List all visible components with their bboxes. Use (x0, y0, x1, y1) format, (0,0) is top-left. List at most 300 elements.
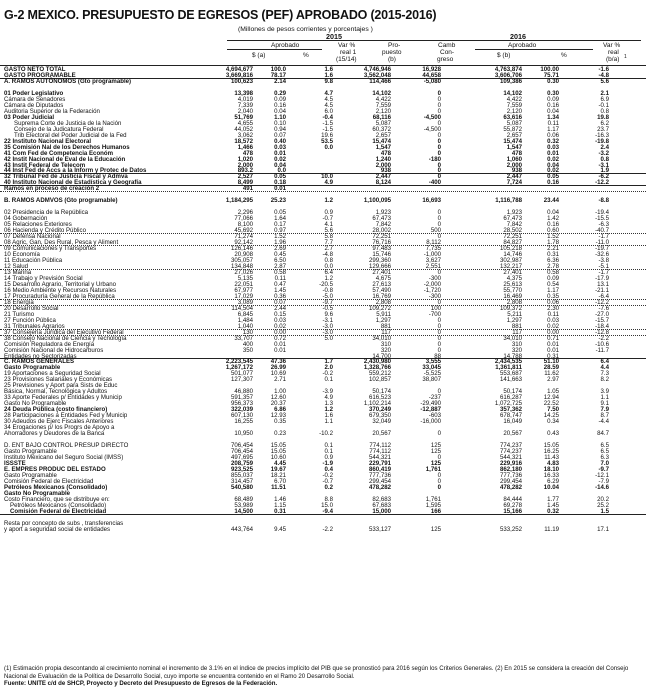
budget-table (0, 67, 646, 533)
cell-value: 71,274 (234, 233, 253, 241)
cell-value: -8.8 (598, 197, 609, 205)
row-label: Ahorradores y Deudores de la Banca (4, 430, 105, 438)
row-label: 16 Medio Ambiente y Recursos Naturales (4, 286, 117, 294)
cell-value: 1,761 (425, 495, 441, 503)
cell-value: -3.1 (322, 316, 333, 324)
cell-value: 11.51 (271, 483, 286, 491)
cell-value: 75.71 (543, 71, 559, 79)
cell-value: -300 (428, 274, 441, 282)
cell-value: 15.05 (270, 448, 286, 455)
row-label: Ramos en proceso de creación 2 (4, 185, 100, 193)
cell-value: 20,908 (234, 251, 253, 259)
cell-value: 67,473 (503, 215, 522, 223)
cell-value: 126,146 (230, 245, 253, 253)
cell-value: 1.2 (324, 406, 333, 414)
cell-value: -7.6 (598, 304, 609, 312)
cell-value: 0.11 (547, 119, 559, 127)
cell-value: -4,500 (423, 125, 441, 133)
cell-value: 1.42 (547, 215, 559, 223)
cell-value: 5,087 (506, 119, 522, 127)
cell-value: 53.5 (321, 137, 333, 145)
cell-value: 1,466 (237, 143, 253, 151)
row-label: Comisión Nacional de Hidrocarburos (4, 346, 104, 354)
cell-value: 320 (511, 346, 522, 354)
cell-value: 0 (437, 334, 441, 342)
cell-value: 6.50 (274, 257, 286, 264)
row-label: 33 Aporte Federales p/ Entidades y Municip (4, 394, 122, 402)
cell-value: 501,077 (230, 370, 253, 378)
cell-value: 6.2 (600, 119, 609, 127)
cell-value: 1,328,766 (363, 364, 391, 372)
cell-value: 0.04 (547, 209, 559, 217)
cell-value: 0.31 (547, 352, 559, 360)
cell-value: 114,504 (231, 304, 253, 312)
cell-value: -16.3 (595, 131, 609, 139)
row-label: 10 Economía (4, 251, 40, 259)
cell-value: 4,422 (375, 95, 391, 103)
cell-value: 0.1 (324, 448, 333, 455)
cell-value: 109,386 (499, 77, 522, 85)
cell-value: 544,321 (368, 453, 391, 461)
footnotes (4, 665, 640, 688)
cell-value: 34,010 (503, 334, 522, 342)
cell-value: 1,361,811 (495, 364, 522, 372)
cell-value: 0.16 (274, 101, 286, 109)
cell-value: -40.7 (595, 227, 609, 235)
cell-value: 591,357 (230, 394, 253, 402)
cell-value: 72,251 (503, 233, 522, 241)
cell-value: 443,764 (230, 525, 253, 533)
cell-value: 2.87 (274, 262, 286, 270)
page-subtitle: (Millones de pesos corrientes y porcentajes ) (238, 26, 373, 33)
footnote-text: (1) Estimación propia descontando al crecimiento nominal el incremento de 3.1% en el índice de precios implícito del PIB que se pronosticó para 2016 según los Criterios Generales. (2) En 2015 se considera la creación del Consejo Nacional de Evaluación de la Política de Desarrollo Social, cuyo importe se encuentra contenido en el Ramo 20 Desarrollo Social. (4, 665, 629, 680)
cell-value: 18,572 (234, 137, 253, 145)
cell-value: -12.2 (595, 298, 609, 306)
cell-value: 68,116 (372, 113, 391, 121)
cell-value: 0.35 (547, 292, 559, 300)
cell-value: 5,211 (507, 310, 522, 318)
cell-value: 1.46 (274, 495, 286, 503)
cell-value: -5,525 (423, 370, 441, 378)
cell-value: 47.36 (270, 358, 286, 366)
cell-value: 0.32 (547, 507, 559, 515)
cell-value: 78.17 (270, 71, 286, 79)
header-con: Con- (440, 49, 455, 56)
cell-value: 533,252 (499, 525, 522, 533)
cell-value: -12.1 (595, 471, 609, 479)
header-puesto: puesto (382, 49, 402, 56)
cell-value: 0.23 (274, 430, 286, 438)
cell-value: 25,613 (503, 280, 522, 288)
cell-value: 0.8 (600, 107, 609, 115)
cell-value: 938 (380, 167, 391, 175)
cell-value: 2,551 (425, 262, 441, 270)
cell-value: 53,989 (234, 501, 253, 509)
cell-value: 4,763,874 (494, 66, 522, 73)
cell-value: 0 (437, 328, 441, 336)
cell-value: 540,580 (230, 483, 253, 491)
cell-value: -3.0 (322, 328, 333, 336)
row-label: 20 Desarrollo Social (4, 304, 59, 312)
cell-value: 4.5 (324, 95, 333, 103)
cell-value: 956,373 (230, 400, 253, 408)
cell-value: 0.1 (324, 376, 333, 384)
cell-value: 1.15 (274, 501, 286, 509)
row-label: 15 Desarrollo Agrario, Territorial y Urbano (4, 280, 116, 288)
cell-value: 310 (380, 340, 391, 348)
cell-value: 0.16 (547, 101, 559, 109)
cell-value: 0.07 (274, 298, 286, 306)
cell-value: 84.7 (597, 430, 609, 438)
cell-value: 6.4 (324, 268, 333, 276)
row-label: 40 Instituto Nacional de Estadística y Geografía (4, 179, 142, 187)
cell-value: 1.45 (274, 286, 286, 294)
cell-value: -17.9 (595, 274, 609, 282)
cell-value: 2.69 (274, 245, 286, 253)
cell-value: 4.7 (324, 89, 333, 97)
cell-value: 1,184,295 (225, 197, 253, 205)
cell-value: 1.52 (547, 233, 559, 241)
cell-value: -18.4 (595, 322, 609, 330)
cell-value: 0 (437, 340, 441, 348)
cell-value: 1,240 (375, 155, 391, 163)
cell-value: 2.71 (274, 376, 286, 384)
cell-value: 1,484 (237, 316, 253, 324)
source-note: Fuente: UNITE c/d de SHCP, Proyecto y Decreto del Presupuesto de Egresos de la Federación. (4, 680, 278, 688)
cell-value: 1.17 (547, 286, 559, 294)
cell-value: -1.5 (322, 125, 333, 133)
cell-value: 88 (434, 352, 441, 360)
cell-value: 0.05 (547, 173, 559, 181)
cell-value: 1.6 (324, 412, 333, 420)
cell-value: 314,457 (230, 477, 253, 485)
cell-value: 16,255 (234, 418, 253, 426)
row-label: 38 Consejo Nacional de Ciencia y Tecnología (4, 334, 127, 342)
cell-value: -3.8 (598, 257, 609, 264)
cell-value: 9.6 (324, 310, 333, 318)
cell-value: 8.2 (600, 376, 609, 384)
cell-value: 0.0 (277, 167, 286, 175)
cell-value: 0 (437, 483, 441, 491)
cell-value: 3,606,706 (494, 71, 522, 79)
cell-value: 109,372 (499, 304, 522, 312)
cell-value: 478 (242, 149, 253, 157)
cell-value: 14,102 (372, 89, 391, 97)
cell-value: 0.02 (274, 155, 286, 163)
cell-value: 0 (437, 477, 441, 485)
row-label: 19 Aportaciones a Seguridad Social (4, 370, 101, 378)
cell-value: 1,297 (375, 316, 391, 324)
cell-value: 0 (437, 322, 441, 330)
cell-value: 76,716 (372, 239, 391, 247)
cell-value: 0.58 (547, 268, 559, 276)
row-label: 34 Erogaciones p/ los Progrs de Apoyo a (4, 424, 115, 432)
cell-value: 9.1 (600, 400, 609, 408)
cell-value: -1.7 (598, 233, 609, 241)
cell-value: 6.36 (547, 257, 559, 264)
cell-value: 0.11 (547, 310, 559, 318)
cell-value: -0.2 (322, 471, 333, 479)
cell-value: 100.00 (540, 66, 559, 73)
cell-value: 4,422 (506, 95, 522, 103)
cell-value: 2.97 (547, 376, 559, 384)
cell-value: 4,675 (375, 274, 391, 282)
row-label: 13 Marina (4, 268, 32, 276)
row-label: A. RAMOS AUTÓNOMOS (Gto programable) (4, 77, 132, 85)
cell-value: 10.0 (321, 173, 333, 181)
cell-value: 0 (437, 167, 441, 175)
cell-value: -1,720 (423, 286, 441, 294)
cell-value: 141,663 (499, 376, 522, 384)
table-header (0, 33, 646, 67)
cell-value: 4.45 (274, 459, 286, 467)
cell-value: -12.8 (595, 328, 609, 336)
cell-value: 7,735 (425, 245, 441, 253)
header-pesos-b: $ (b) (497, 52, 511, 59)
cell-value: 3.9 (600, 388, 609, 396)
cell-value: 6.3 (600, 453, 609, 461)
header-ba: (b/a) (606, 56, 620, 63)
cell-value: 0.01 (274, 346, 286, 354)
cell-value: 67,473 (372, 215, 391, 223)
cell-value: 357,362 (499, 406, 522, 414)
cell-value: 14,500 (234, 507, 253, 515)
cell-value: 0.2 (324, 483, 333, 491)
cell-value: 0 (437, 316, 441, 324)
header-pct-b: % (561, 52, 567, 59)
cell-value: 32,049 (372, 418, 391, 426)
cell-value: 0 (437, 89, 441, 97)
cell-value: 63,616 (503, 113, 522, 121)
cell-value: 400 (242, 340, 253, 348)
row-label: 04 Gobernación (4, 215, 48, 223)
cell-value: -603 (428, 412, 441, 420)
cell-value: 1.77 (547, 495, 559, 503)
row-label: 12 Salud (4, 262, 29, 270)
cell-value: 6.5 (600, 442, 609, 450)
cell-value: 2,657 (506, 131, 522, 139)
cell-value: 500 (430, 227, 441, 235)
cell-value: 938 (511, 167, 522, 175)
cell-value: 0.04 (547, 107, 559, 115)
cell-value: 4,019 (237, 95, 253, 103)
header-footnote-1: 1 (624, 54, 627, 60)
cell-value: -9.7 (322, 298, 333, 306)
cell-value: 3,627 (425, 257, 441, 264)
cell-value: -3.9 (322, 388, 333, 396)
cell-value: -11.7 (595, 346, 609, 354)
cell-value: 774,237 (499, 442, 522, 450)
cell-value: -7.9 (598, 477, 609, 485)
cell-value: 2,000 (506, 161, 522, 169)
header-b: (b) (388, 56, 396, 63)
cell-value: 28.59 (543, 364, 559, 372)
row-label: Gasto Programable (4, 471, 57, 479)
cell-value: 1.6 (324, 66, 333, 73)
cell-value: 1.96 (274, 239, 286, 247)
cell-value: 229,916 (499, 459, 522, 467)
cell-value: -0.8 (322, 286, 333, 294)
cell-value: 18.10 (543, 465, 559, 473)
cell-value: 706,454 (230, 442, 253, 450)
cell-value: 67,977 (234, 286, 253, 294)
cell-value: -6.4 (598, 292, 609, 300)
cell-value: 1,761 (425, 465, 441, 473)
cell-value: 616,287 (499, 394, 522, 402)
cell-value: 862,180 (499, 465, 522, 473)
cell-value: 130 (242, 328, 253, 336)
row-label: 35 Comisión Nal de los Derechos Humanos (4, 143, 130, 151)
cell-value: 16,928 (422, 66, 441, 73)
row-label: Cámara de Senadores (4, 95, 66, 103)
cell-value: 51,769 (234, 113, 253, 121)
cell-value: -300 (428, 292, 441, 300)
cell-value: 8,112 (426, 239, 441, 247)
cell-value: 1.9 (600, 167, 609, 175)
row-label: 18 Energía (4, 298, 34, 306)
cell-value: -27.0 (595, 310, 609, 318)
cell-value: 2,447 (375, 173, 391, 181)
cell-value: 22.52 (543, 400, 559, 408)
cell-value: 9.45 (274, 525, 286, 533)
cell-value: -9.7 (598, 465, 609, 473)
cell-value: 7,842 (375, 221, 391, 229)
cell-value: 28,502 (503, 227, 522, 235)
cell-value: 33,707 (234, 334, 253, 342)
cell-value: 0.54 (547, 280, 559, 288)
cell-value: 0.29 (274, 89, 286, 97)
cell-value: 5.0 (324, 334, 333, 342)
row-label: Básica, Normal, Tecnológica y Adultos (4, 388, 108, 396)
cell-value: 1.45 (547, 501, 559, 509)
row-label: 42 Instit Nacional de Eval de la Educación (4, 155, 126, 163)
cell-value: 1.7 (324, 358, 333, 366)
cell-value: 132,217 (499, 262, 522, 270)
cell-value: 616,523 (368, 394, 391, 402)
cell-value: 15.0 (321, 501, 333, 509)
cell-value: 478 (380, 149, 391, 157)
cell-value: 0.72 (274, 334, 286, 342)
cell-value: 4.9 (324, 179, 333, 187)
cell-value: -3.1 (598, 161, 609, 169)
cell-value: 320 (380, 346, 391, 354)
cell-value: 305,057 (230, 257, 253, 264)
cell-value: 9.8 (324, 77, 333, 85)
row-label: GASTO PROGRAMABLE (4, 71, 76, 79)
cell-value: 370,249 (368, 406, 391, 414)
cell-value: 0.03 (547, 143, 559, 151)
header-aprobado-2016: Aprobado (508, 42, 537, 49)
cell-value: 10.69 (270, 370, 286, 378)
cell-value: 0.06 (547, 298, 559, 306)
cell-value: 2,808 (375, 298, 391, 306)
row-label: Consejo de la Judicatura Federal (14, 125, 104, 133)
cell-value: 2,447 (506, 173, 522, 181)
cell-value: -12,887 (420, 406, 441, 414)
row-label: 30 Adeudos de Ejerc Fiscales Anteriores (4, 418, 114, 426)
cell-value: 8,100 (237, 221, 253, 229)
cell-value: 299,454 (368, 477, 391, 485)
cell-value: 14,746 (503, 251, 522, 259)
cell-value: 2.1 (600, 89, 609, 97)
cell-value: 3,089 (237, 298, 253, 306)
row-label: Suprema Corte de Justicia de la Nación (14, 119, 122, 127)
cell-value: 129,666 (368, 262, 391, 270)
cell-value: 2,527 (237, 173, 253, 181)
cell-value: 4.5 (324, 101, 333, 109)
cell-value: 774,237 (499, 448, 522, 455)
cell-value: 12.94 (543, 394, 559, 402)
cell-value: 19.67 (270, 465, 286, 473)
cell-value: 881 (511, 322, 522, 330)
cell-value: 60,372 (372, 125, 391, 133)
cell-value: 8,124 (375, 179, 391, 187)
cell-value: 16,469 (503, 292, 522, 300)
cell-value: 491 (242, 185, 253, 193)
cell-value: -19.8 (595, 137, 609, 145)
cell-value: 0.16 (547, 179, 559, 187)
row-label: D. ENT BAJO CONTROL PRESUP DIRECTO (4, 442, 129, 450)
row-label: Petróleos Mexicanos (Consolidado) (4, 483, 108, 491)
cell-value: -20.5 (319, 280, 333, 288)
cell-value: 0.0 (324, 143, 333, 151)
cell-value: 0 (437, 215, 441, 223)
cell-value: 706,454 (230, 448, 253, 455)
cell-value: 15,000 (372, 507, 391, 515)
cell-value: 8.7 (600, 412, 609, 420)
cell-value: 544,321 (499, 453, 522, 461)
cell-value: 2.0 (324, 364, 333, 372)
cell-value: 10,950 (234, 430, 253, 438)
row-label: 27 Función Pública (4, 316, 56, 324)
row-label: Resta por concepto de subs , transferencias (4, 519, 124, 527)
cell-value: 229,791 (368, 459, 391, 467)
cell-value: -6.3 (598, 221, 609, 229)
cell-value: 1.10 (274, 113, 286, 121)
cell-value: 310 (511, 340, 522, 348)
cell-value: -237 (428, 394, 441, 402)
cell-value: 478,282 (499, 483, 522, 491)
row-label: 43 Instit Federal de Telecom (4, 161, 86, 169)
cell-value: 2,000 (237, 161, 253, 169)
header-var2: Var % (603, 42, 621, 49)
cell-value: 0.31 (274, 507, 286, 515)
cell-value: 7.0 (600, 459, 609, 467)
cell-value: -0.1 (598, 101, 609, 109)
cell-value: 11.62 (544, 370, 559, 378)
cell-value: 1,267,172 (225, 364, 253, 372)
cell-value: 100 (430, 304, 441, 312)
cell-value: 1.34 (547, 113, 559, 121)
year-2015-label: 2015 (326, 32, 342, 41)
row-label: 05 Relaciones Exteriores (4, 221, 72, 229)
cell-value: 1.17 (547, 125, 559, 133)
cell-value: 33,045 (422, 364, 441, 372)
cell-value: 0.02 (547, 167, 559, 175)
cell-value: 1,595 (425, 501, 441, 509)
row-label: 44 Inst Fed de Accs a la Inform y Protec de Datos (4, 167, 147, 175)
cell-value: 4.4 (600, 364, 609, 372)
row-label: 02 Presidencia de la República (4, 209, 89, 217)
row-label: 21 Turismo (4, 310, 35, 318)
cell-value: 14,700 (372, 352, 391, 360)
cell-value: 0.04 (547, 161, 559, 169)
cell-value: -3.0 (322, 322, 333, 330)
cell-value: -5,080 (423, 77, 441, 85)
cell-value: -5.0 (322, 292, 333, 300)
row-label: E. EMPRES PRODUC DEL ESTADO (4, 465, 106, 473)
cell-value: 478,282 (368, 483, 391, 491)
